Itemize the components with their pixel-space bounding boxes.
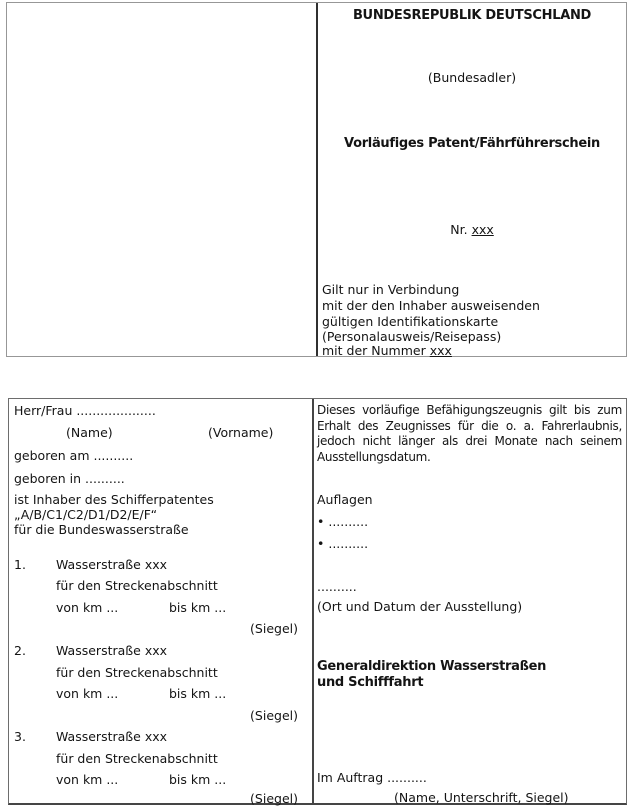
id-number-note-value: xxx xyxy=(429,343,452,358)
document-number-label: Nr. xyxy=(450,222,468,237)
signature-hint: (Name, Unterschrift, Siegel) xyxy=(394,790,569,805)
from-km: von km ... xyxy=(56,686,119,701)
name-label: (Name) xyxy=(66,425,113,440)
validity-note-line: gültigen Identifikationskarte xyxy=(322,314,499,329)
issue-details-panel xyxy=(314,399,626,803)
country-header: BUNDESREPUBLIK DEUTSCHLAND xyxy=(352,8,592,23)
validity-note-line: (Personalausweis/Reisepass) xyxy=(322,329,502,344)
waterway-name: Wasserstraße xxx xyxy=(56,643,168,658)
from-km: von km ... xyxy=(56,600,119,615)
section-label: für den Streckenabschnitt xyxy=(56,665,218,680)
document-title: Vorläufiges Patent/Fährführerschein xyxy=(344,136,600,151)
authority-name: Generaldirektion Wasserstraßen xyxy=(317,659,547,674)
federal-eagle-placeholder: (Bundesadler) xyxy=(427,70,517,85)
holder-line: ist Inhaber des Schifferpatentes xyxy=(14,492,214,507)
blank-left-panel xyxy=(7,3,318,356)
document-number xyxy=(318,223,626,237)
section-label: für den Streckenabschnitt xyxy=(56,578,218,593)
from-km: von km ... xyxy=(56,772,119,787)
license-details-box xyxy=(8,398,627,805)
to-km: bis km ... xyxy=(169,686,227,701)
condition-bullet: • .......... xyxy=(317,536,369,551)
salutation-line: Herr/Frau .................... xyxy=(14,403,156,418)
seal-label: (Siegel) xyxy=(250,621,298,636)
seal-label: (Siegel) xyxy=(250,708,298,723)
waterway-item-number: 1. xyxy=(14,557,26,572)
holder-line: für die Bundeswasserstraße xyxy=(14,522,189,537)
authority-name: und Schifffahrt xyxy=(317,675,424,690)
license-front-box xyxy=(6,2,627,357)
holder-line: „A/B/C1/C2/D1/D2/E/F“ xyxy=(14,507,158,522)
holder-details-panel xyxy=(9,399,314,806)
condition-bullet: • .......... xyxy=(317,514,369,529)
issue-date-dots: .......... xyxy=(317,579,357,594)
waterway-item-number: 2. xyxy=(14,643,26,658)
born-in-line: geboren in .......... xyxy=(14,471,125,486)
section-label: für den Streckenabschnitt xyxy=(56,751,218,766)
conditions-heading: Auflagen xyxy=(317,492,373,507)
document-number-value: xxx xyxy=(471,222,494,237)
waterway-item-number: 3. xyxy=(14,729,26,744)
validity-paragraph: Dieses vorläufige Befähigungszeugnis gilt bis zum Erhalt des Zeugnisses für die o. a. Fahrerlaubnis, jedoch nicht länger als drei Monate nach seinem Ausstellungsdatum. xyxy=(317,403,622,464)
to-km: bis km ... xyxy=(169,600,227,615)
id-number-note xyxy=(322,344,452,358)
validity-note-line: Gilt nur in Verbindung xyxy=(322,282,460,297)
id-number-note-prefix: mit der Nummer xyxy=(322,343,426,358)
license-front-content xyxy=(318,3,626,356)
issue-date-label: (Ort und Datum der Ausstellung) xyxy=(317,599,523,614)
on-behalf-line: Im Auftrag .......... xyxy=(317,770,427,785)
validity-note-line: mit der den Inhaber ausweisenden xyxy=(322,298,540,313)
to-km: bis km ... xyxy=(169,772,227,787)
waterway-name: Wasserstraße xxx xyxy=(56,729,168,744)
waterway-name: Wasserstraße xxx xyxy=(56,557,168,572)
born-on-line: geboren am .......... xyxy=(14,448,134,463)
firstname-label: (Vorname) xyxy=(208,425,274,440)
seal-label: (Siegel) xyxy=(250,791,298,806)
